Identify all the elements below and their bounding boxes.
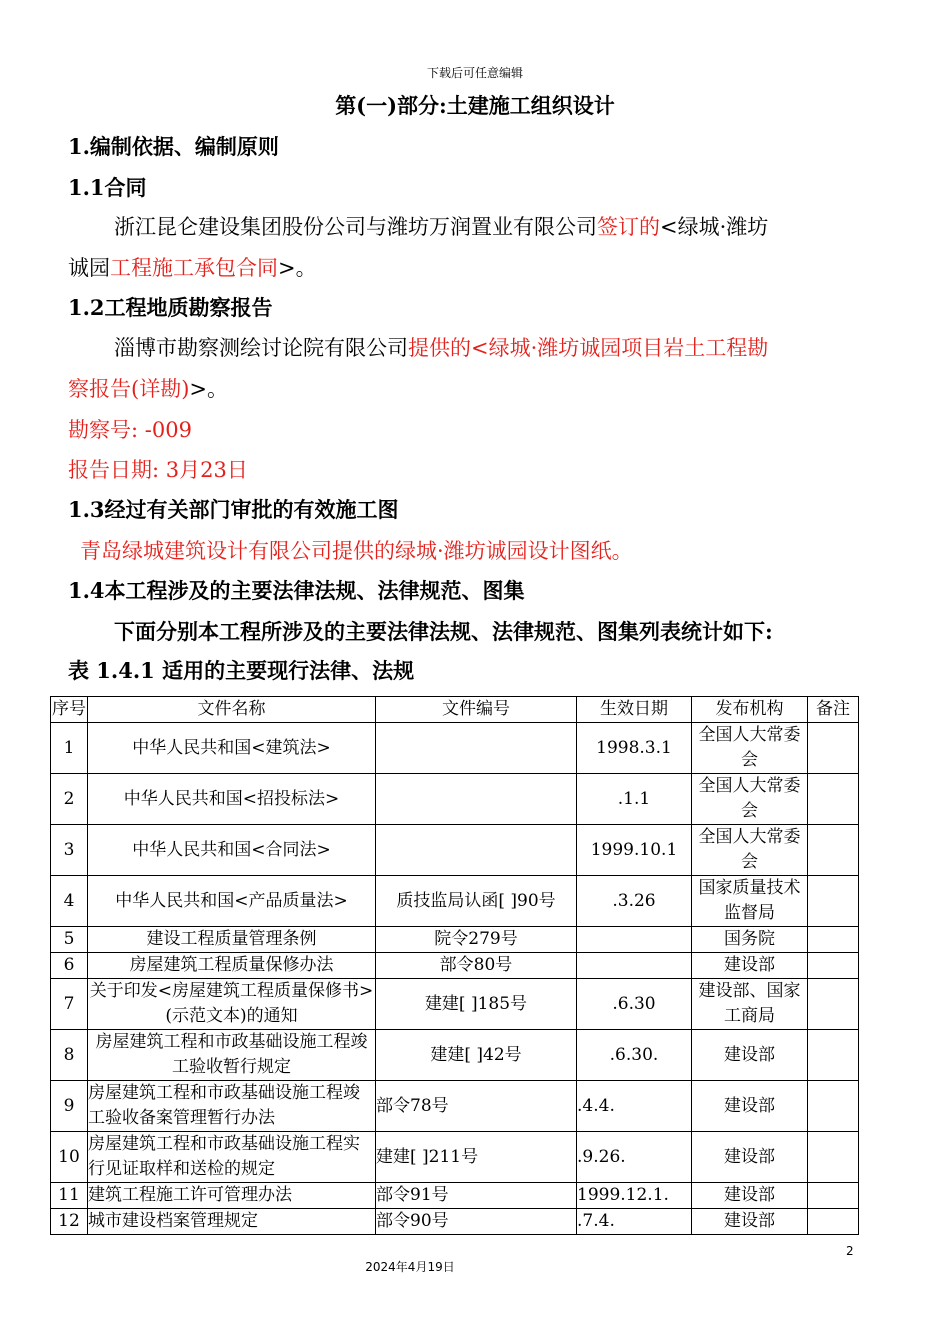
table-caption: 表 1.4.1 适用的主要现行法律、法规 — [68, 658, 415, 683]
row-code — [376, 774, 577, 825]
row-date: .6.30 — [577, 979, 692, 1030]
row-date: .6.30. — [577, 1030, 692, 1081]
row-org: 建设部 — [692, 1030, 808, 1081]
row-no: 11 — [51, 1183, 88, 1209]
row-org: 全国人大常委会 — [692, 723, 808, 774]
survey-report-end: >。 — [189, 377, 228, 401]
contract-name-end: >。 — [278, 256, 317, 280]
row-note — [808, 953, 859, 979]
row-date: .9.26. — [577, 1132, 692, 1183]
row-no: 12 — [51, 1209, 88, 1235]
row-note — [808, 825, 859, 876]
row-org: 建设部 — [692, 1132, 808, 1183]
section-heading-1-1: 1.1合同 — [68, 175, 147, 200]
contract-paragraph-line2 — [68, 252, 317, 282]
section-heading-1-3: 1.3经过有关部门审批的有效施工图 — [68, 497, 399, 522]
table-row — [51, 927, 859, 953]
row-date: .4.4. — [577, 1081, 692, 1132]
header-no: 序号 — [51, 697, 88, 723]
row-date: 1998.3.1 — [577, 723, 692, 774]
header-code: 文件编号 — [376, 697, 577, 723]
survey-company: 淄博市勘察测绘讨论院有限公司 — [114, 336, 408, 360]
table-header-row — [51, 697, 859, 723]
row-note — [808, 876, 859, 927]
row-date — [577, 953, 692, 979]
section-heading-1-4: 1.4本工程涉及的主要法律法规、法律规范、图集 — [68, 578, 525, 603]
row-org: 建设部 — [692, 1183, 808, 1209]
table-row — [51, 1132, 859, 1183]
header-note: 备注 — [808, 697, 859, 723]
page-number: 2 — [846, 1244, 854, 1258]
row-code: 建建[ ]42号 — [376, 1030, 577, 1081]
survey-paragraph-line2 — [68, 373, 228, 403]
row-date: 1999.12.1. — [577, 1183, 692, 1209]
table-row — [51, 723, 859, 774]
row-no: 9 — [51, 1081, 88, 1132]
row-note — [808, 1030, 859, 1081]
row-name: 城市建设档案管理规定 — [88, 1209, 376, 1235]
table-row — [51, 876, 859, 927]
survey-date: 报告日期: 3月23日 — [68, 458, 248, 482]
contract-parties: 浙江昆仑建设集团股份公司与潍坊万润置业有限公司 — [114, 215, 597, 239]
footer-date: 2024年4月19日 — [365, 1260, 455, 1274]
row-note — [808, 927, 859, 953]
row-org: 建设部、国家工商局 — [692, 979, 808, 1030]
row-note — [808, 774, 859, 825]
table-row — [51, 953, 859, 979]
row-name: 房屋建筑工程和市政基础设施工程竣工验收备案管理暂行办法 — [88, 1081, 376, 1132]
row-org: 国家质量技术监督局 — [692, 876, 808, 927]
table-row — [51, 979, 859, 1030]
row-no: 1 — [51, 723, 88, 774]
row-no: 7 — [51, 979, 88, 1030]
table-row — [51, 825, 859, 876]
list-intro-paragraph: 下面分别本工程所涉及的主要法律法规、法律规范、图集列表统计如下: — [114, 619, 773, 644]
row-code: 部令78号 — [376, 1081, 577, 1132]
contract-signed: 签订的 — [597, 215, 660, 239]
header-org: 发布机构 — [692, 697, 808, 723]
row-name: 建设工程质量管理条例 — [88, 927, 376, 953]
row-org: 全国人大常委会 — [692, 774, 808, 825]
row-date: .3.26 — [577, 876, 692, 927]
row-note — [808, 723, 859, 774]
survey-number: 勘察号: -009 — [68, 418, 192, 442]
row-org: 国务院 — [692, 927, 808, 953]
table-row — [51, 1030, 859, 1081]
row-code: 质技监局认函[ ]90号 — [376, 876, 577, 927]
row-date: .1.1 — [577, 774, 692, 825]
row-name: 中华人民共和国<建筑法> — [88, 723, 376, 774]
regulations-table — [50, 696, 859, 1235]
row-note — [808, 1183, 859, 1209]
row-date — [577, 927, 692, 953]
row-name: 房屋建筑工程和市政基础设施工程实行见证取样和送检的规定 — [88, 1132, 376, 1183]
row-name: 中华人民共和国<招投标法> — [88, 774, 376, 825]
row-no: 5 — [51, 927, 88, 953]
contract-paragraph-line1 — [114, 211, 768, 241]
section-heading-1-2: 1.2工程地质勘察报告 — [68, 295, 273, 320]
row-org: 全国人大常委会 — [692, 825, 808, 876]
row-no: 3 — [51, 825, 88, 876]
row-no: 8 — [51, 1030, 88, 1081]
row-code — [376, 723, 577, 774]
row-code: 部令91号 — [376, 1183, 577, 1209]
row-note — [808, 1209, 859, 1235]
row-code — [376, 825, 577, 876]
table-row — [51, 774, 859, 825]
contract-title: 工程施工承包合同 — [110, 256, 278, 280]
drawings-paragraph: 青岛绿城建筑设计有限公司提供的绿城·潍坊诚园设计图纸。 — [80, 539, 633, 563]
row-code: 建建[ ]211号 — [376, 1132, 577, 1183]
row-note — [808, 979, 859, 1030]
row-no: 2 — [51, 774, 88, 825]
table-row — [51, 1209, 859, 1235]
row-name: 建筑工程施工许可管理办法 — [88, 1183, 376, 1209]
survey-paragraph-line1 — [114, 332, 768, 362]
row-name: 房屋建筑工程和市政基础设施工程竣工验收暂行规定 — [88, 1030, 376, 1081]
section-heading-1: 1.编制依据、编制原则 — [68, 134, 279, 159]
header-note: 下载后可任意编辑 — [426, 66, 523, 80]
survey-report-title-cont: 察报告(详勘) — [68, 377, 190, 401]
header-date: 生效日期 — [577, 697, 692, 723]
row-name: 关于印发<房屋建筑工程质量保修书>(示范文本)的通知 — [88, 979, 376, 1030]
row-date: .7.4. — [577, 1209, 692, 1235]
header-name: 文件名称 — [88, 697, 376, 723]
row-no: 4 — [51, 876, 88, 927]
page-title: 第(一)部分:土建施工组织设计 — [335, 93, 615, 118]
table-row — [51, 1183, 859, 1209]
row-org: 建设部 — [692, 1081, 808, 1132]
row-date: 1999.10.1 — [577, 825, 692, 876]
contract-name-start: <绿城·潍坊 — [660, 215, 769, 239]
row-no: 6 — [51, 953, 88, 979]
row-code: 部令90号 — [376, 1209, 577, 1235]
row-org: 建设部 — [692, 1209, 808, 1235]
row-no: 10 — [51, 1132, 88, 1183]
survey-report-title: 提供的<绿城·潍坊诚园项目岩土工程勘 — [408, 336, 769, 360]
row-code: 院令279号 — [376, 927, 577, 953]
row-name: 中华人民共和国<合同法> — [88, 825, 376, 876]
row-code: 部令80号 — [376, 953, 577, 979]
contract-name-cont: 诚园 — [68, 256, 110, 280]
table-row — [51, 1081, 859, 1132]
row-note — [808, 1132, 859, 1183]
row-name: 房屋建筑工程质量保修办法 — [88, 953, 376, 979]
row-name: 中华人民共和国<产品质量法> — [88, 876, 376, 927]
row-code: 建建[ ]185号 — [376, 979, 577, 1030]
row-org: 建设部 — [692, 953, 808, 979]
row-note — [808, 1081, 859, 1132]
